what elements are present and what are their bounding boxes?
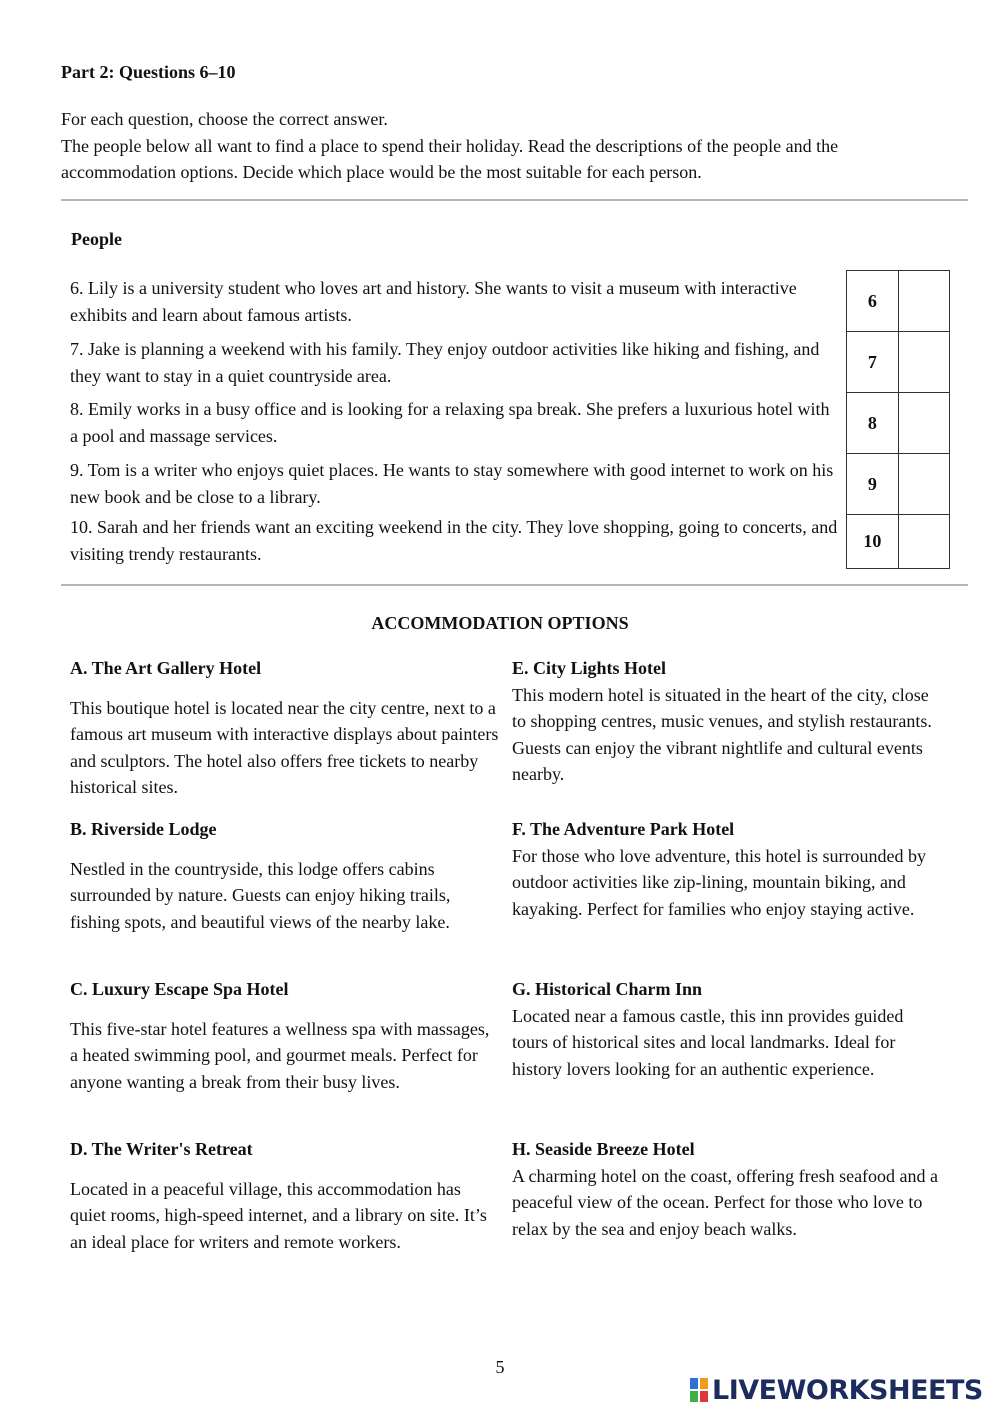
option-description: A charming hotel on the coast, offering fresh seafood and a peaceful view of the ocean. Perfect for those who love to relax by the sea and enjoy beach walks. <box>512 1165 939 1239</box>
question-9: 9. Tom is a writer who enjoys quiet places. He wants to stay somewhere with good internet to work on his new book and be close to a library. <box>70 460 834 507</box>
liveworksheets-logo-icon <box>690 1378 708 1402</box>
page-number: 5 <box>495 1357 505 1377</box>
instruction-line-1: For each question, choose the correct answer. <box>61 109 388 129</box>
answer-row <box>847 515 950 569</box>
option-g <box>512 976 942 1082</box>
option-title: D. The Writer's Retreat <box>70 1139 253 1159</box>
question-10: 10. Sarah and her friends want an exciting weekend in the city. They love shopping, going to concerts, and visiting trendy restaurants. <box>70 517 838 564</box>
instructions <box>61 106 951 186</box>
answer-box-6[interactable] <box>898 271 949 332</box>
divider <box>61 199 968 201</box>
question-6: 6. Lily is a university student who loves art and history. She wants to visit a museum with interactive exhibits and learn about famous artists. <box>70 278 797 325</box>
option-a <box>70 655 500 801</box>
answer-box-8[interactable] <box>898 393 949 454</box>
liveworksheets-logo[interactable] <box>690 1374 983 1406</box>
answer-box-9[interactable] <box>898 454 949 515</box>
question-8: 8. Emily works in a busy office and is looking for a relaxing spa break. She prefers a luxurious hotel with a pool and massage services. <box>70 399 830 446</box>
option-description: For those who love adventure, this hotel is surrounded by outdoor activities like zip-lining, mountain biking, and kayaking. Perfect for families who enjoy staying active. <box>512 845 926 919</box>
option-b <box>70 816 500 935</box>
accommodation-heading: ACCOMMODATION OPTIONS <box>371 613 629 633</box>
option-d <box>70 1136 500 1255</box>
answer-row <box>847 271 950 332</box>
answer-row <box>847 454 950 515</box>
answer-box-10[interactable] <box>898 515 949 569</box>
question-7: 7. Jake is planning a weekend with his family. They enjoy outdoor activities like hiking and fishing, and they want to stay in a quiet countryside area. <box>70 339 820 386</box>
option-title: E. City Lights Hotel <box>512 658 667 678</box>
option-h <box>512 1136 942 1242</box>
option-description: This boutique hotel is located near the city centre, next to a famous art museum with interactive displays about painters and sculptors. The hotel also offers free tickets to nearby historical sites. <box>70 697 499 797</box>
instruction-line-2: The people below all want to find a place to spend their holiday. Read the descriptions of the people and the accommodation options. Decide which place would be the most suitable for each person. <box>61 135 839 182</box>
answer-row <box>847 332 950 393</box>
logo-text: LIVEWORKSHEETS <box>712 1374 983 1406</box>
answer-box-7[interactable] <box>898 332 949 393</box>
option-title: A. The Art Gallery Hotel <box>70 658 262 678</box>
option-description: This modern hotel is situated in the heart of the city, close to shopping centres, music venues, and stylish restaurants. Guests can enjoy the vibrant nightlife and cultural events nearby. <box>512 684 932 784</box>
option-title: F. The Adventure Park Hotel <box>512 819 735 839</box>
option-c <box>70 976 500 1095</box>
option-e <box>512 655 942 788</box>
option-title: H. Seaside Breeze Hotel <box>512 1139 695 1159</box>
option-description: This five-star hotel features a wellness spa with massages, a heated swimming pool, and gourmet meals. Perfect for anyone wanting a break from their busy lives. <box>70 1018 490 1092</box>
answer-number: 9 <box>847 454 899 515</box>
option-description: Located in a peaceful village, this accommodation has quiet rooms, high-speed internet, and a library on site. It’s an ideal place for writers and remote workers. <box>70 1178 487 1252</box>
answer-number: 6 <box>847 271 899 332</box>
answer-number: 10 <box>847 515 899 569</box>
option-description: Located near a famous castle, this inn provides guided tours of historical sites and local landmarks. Ideal for history lovers looking for an authentic experience. <box>512 1005 904 1079</box>
option-title: C. Luxury Escape Spa Hotel <box>70 979 289 999</box>
option-description: Nestled in the countryside, this lodge offers cabins surrounded by nature. Guests can enjoy hiking trails, fishing spots, and beautiful views of the nearby lake. <box>70 858 451 932</box>
option-title: B. Riverside Lodge <box>70 819 217 839</box>
people-heading: People <box>71 229 122 249</box>
part-title: Part 2: Questions 6–10 <box>61 62 236 82</box>
answer-row <box>847 393 950 454</box>
option-title: G. Historical Charm Inn <box>512 979 703 999</box>
option-f <box>512 816 942 922</box>
answer-number: 7 <box>847 332 899 393</box>
answer-number: 8 <box>847 393 899 454</box>
answer-table <box>846 270 950 569</box>
divider <box>61 584 968 586</box>
